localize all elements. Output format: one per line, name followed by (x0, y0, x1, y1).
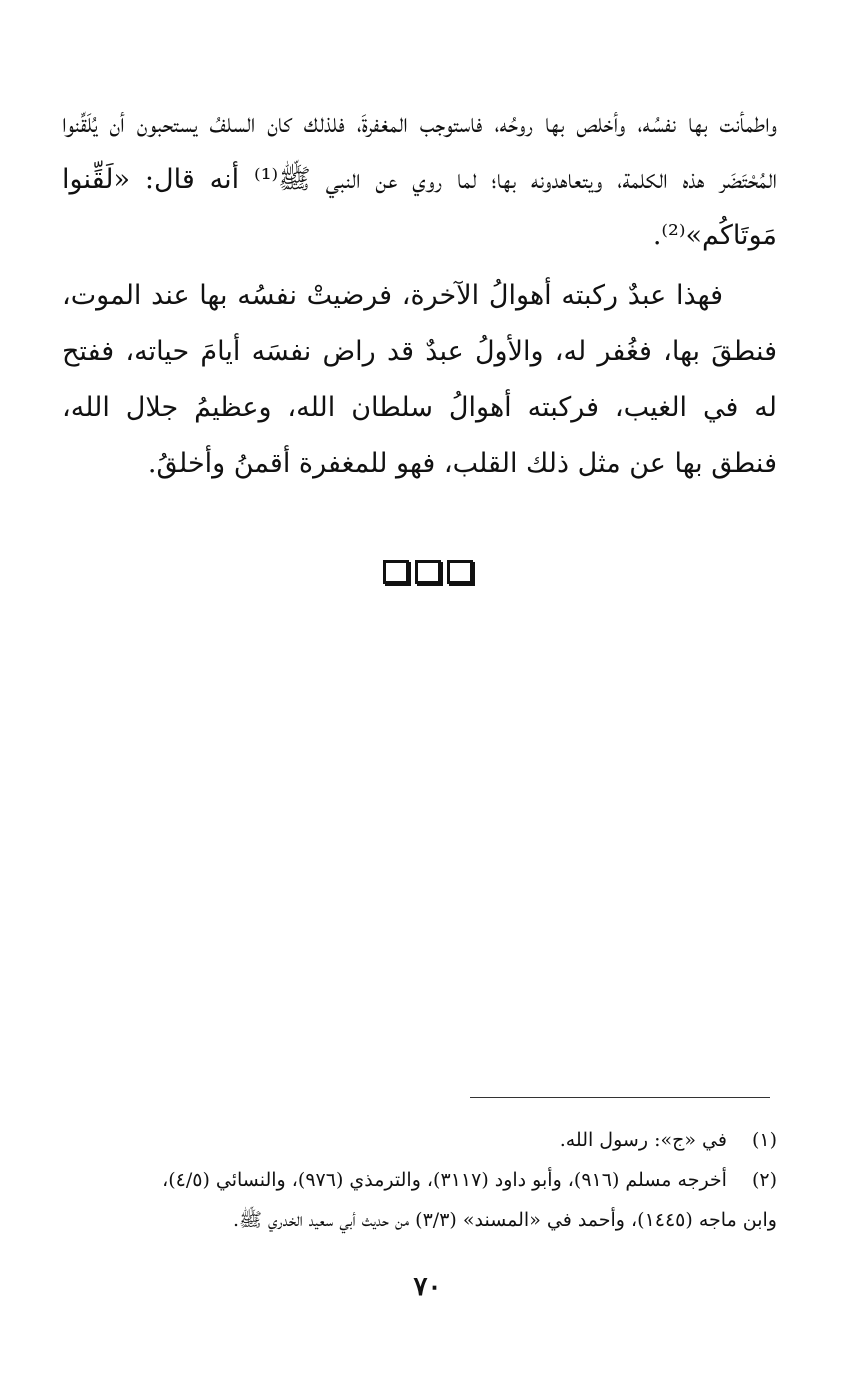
footnotes (62, 1120, 777, 1240)
footnote-number: (١) (751, 1129, 777, 1151)
separator-square-icon (383, 560, 409, 584)
paragraph-2: فهذا عبدٌ ركبته أهوالُ الآخرة، فرضيتْ نفسُه بها عند الموت، فنطقَ بها، فغُفر له، والأولُ عبدٌ قد راض نفسَه أيامَ حياته، ففتح له في الغيب، فركبته أهوالُ سلطان الله، وعظيمُ جلال الله، فنطق بها عن مثل ذلك القلب، فهو للمغفرة أقمنُ وأخلقُ. (62, 280, 777, 479)
main-text (62, 96, 777, 492)
footnote-rule (470, 1097, 770, 1098)
footnote-text: أخرجه مسلم (٩١٦)، وأبو داود (٣١١٧)، والترمذي (٩٧٦)، والنسائي (٤/٥)، (162, 1169, 727, 1191)
separator-square-icon (415, 560, 441, 584)
separator-square-icon (447, 560, 473, 584)
footnote-2 (62, 1160, 777, 1200)
section-separator (0, 560, 855, 584)
footnote-number: (٢) (751, 1169, 777, 1191)
page-number: ٧٠ (413, 1272, 442, 1302)
footnote-1 (62, 1120, 777, 1160)
paragraph-1: واطمأنت بها نفسُه، وأخلص بها روحُه، فاستوجب المغفرةَ، فلذلك كان السلفُ يستحبون أن يُلَقِّنوا المُحْتَضَر هذه الكلمة، ويتعاهدونه بها؛ لما روي عن النبي ﷺ⁽¹⁾ أنه قال: «لَقِّنوا مَوتَاكُم»⁽²⁾. (62, 108, 777, 251)
footnote-text: في «ج»: رسول الله. (559, 1129, 727, 1151)
footnote-2-continuation: وابن ماجه (١٤٤٥)، وأحمد في «المسند» (٣/٣) من حديث أبي سعيد الخدري ﷺ. (232, 1209, 777, 1231)
